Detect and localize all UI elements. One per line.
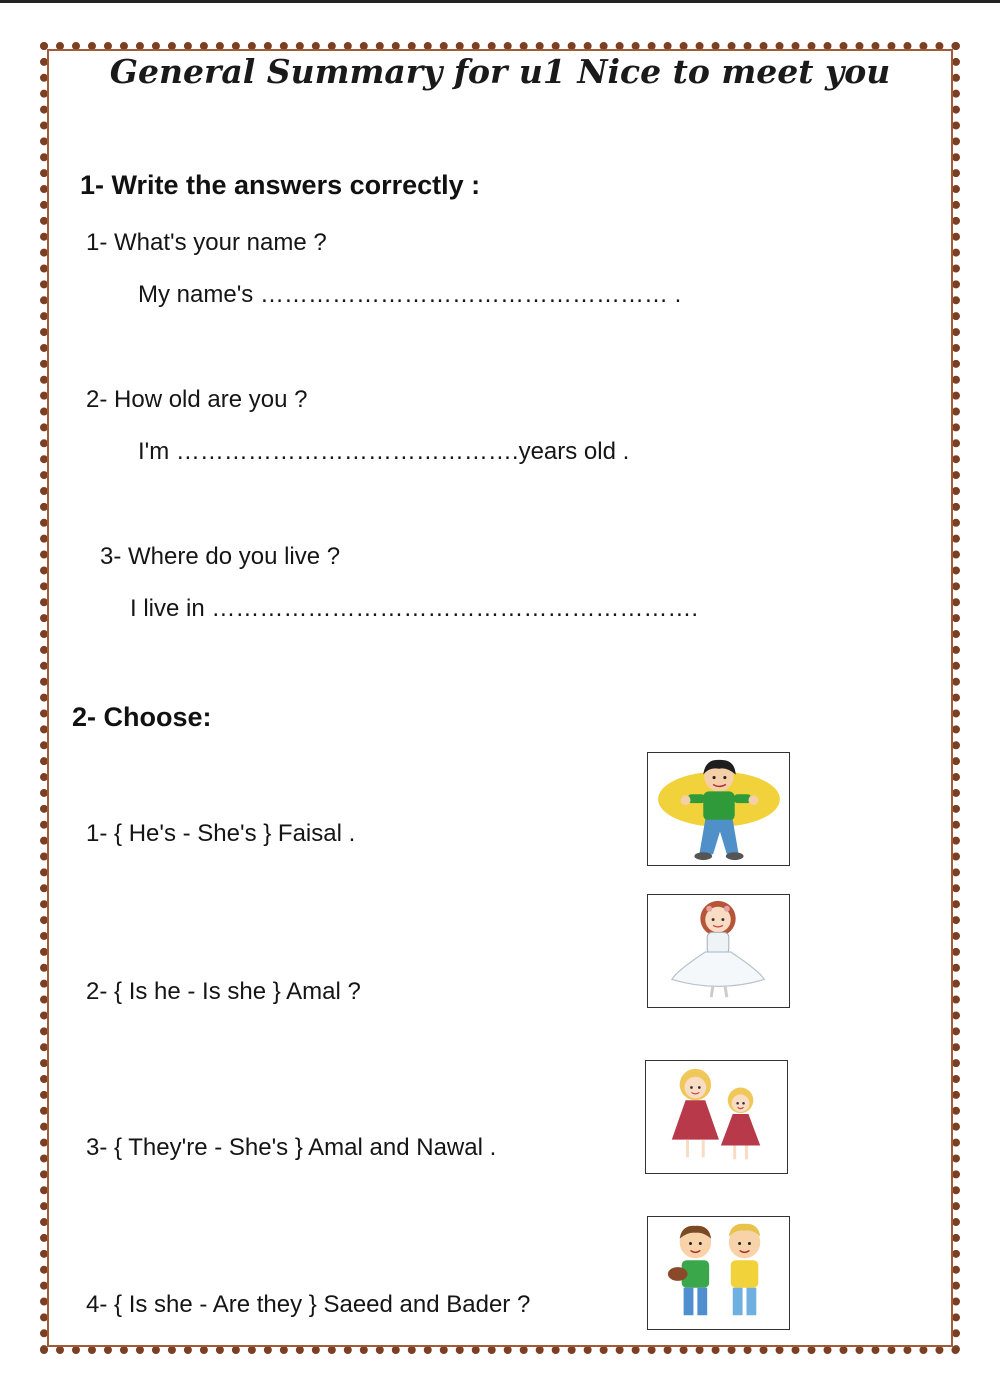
page-title: General Summary for u1 Nice to meet you [109,52,891,91]
choose-item-1[interactable]: 1- { He's - She's } Faisal . [86,820,356,847]
top-edge-line [0,0,1000,3]
answer-line-2[interactable]: I'm …………………………………….years old . [138,438,630,465]
question-3: 3- Where do you live ? [100,543,341,570]
boy-picture [647,752,790,866]
section1-heading: 1- Write the answers correctly : [80,170,481,200]
answer-line-3[interactable]: I live in ……………………………………………………. [130,595,699,622]
two-girls-picture [645,1060,788,1174]
choose-item-3[interactable]: 3- { They're - She's } Amal and Nawal . [86,1134,497,1161]
choose-item-4[interactable]: 4- { Is she - Are they } Saeed and Bader ? [86,1291,531,1318]
question-2: 2- How old are you ? [86,386,308,413]
choose-item-2[interactable]: 2- { Is he - Is she } Amal ? [86,978,361,1005]
section2-heading: 2- Choose: [72,702,212,732]
girl-picture [647,894,790,1008]
question-1: 1- What's your name ? [86,229,327,256]
answer-line-1[interactable]: My name's …………………………………………… . [138,281,682,308]
two-boys-picture [647,1216,790,1330]
